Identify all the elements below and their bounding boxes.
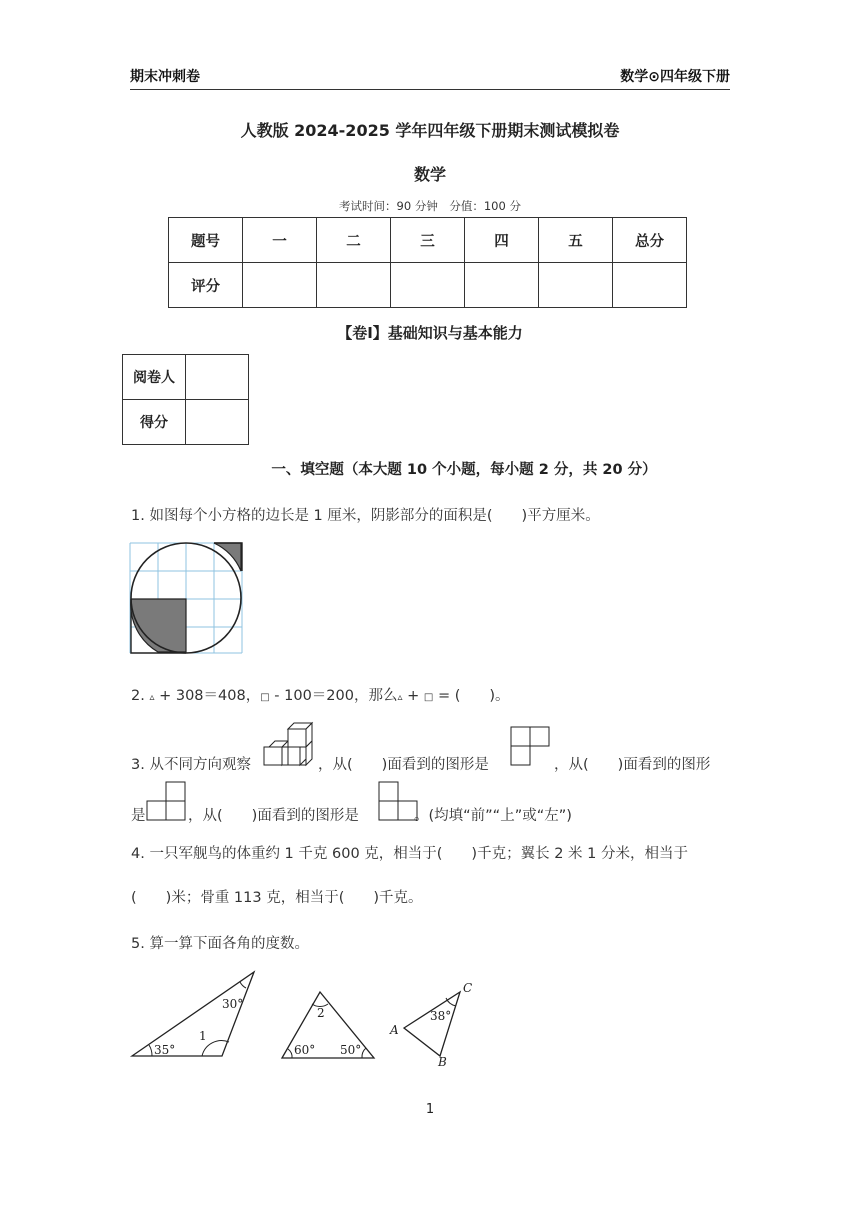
reader-cell[interactable] <box>186 355 249 400</box>
t2-unknown-label: 2 <box>317 1006 325 1020</box>
score-header-cell: 四 <box>465 218 539 263</box>
square-symbol: □ <box>423 692 434 703</box>
t1-unknown-label: 1 <box>199 1029 207 1043</box>
score-header-cell: 题号 <box>169 218 243 263</box>
q2-answer-blank: = ( )。 <box>433 688 510 704</box>
subject-title: 数学 <box>413 165 446 184</box>
question-2 <box>131 684 510 705</box>
score-row-label: 评分 <box>169 263 243 308</box>
question-3-part-e: ，从( )面看到的图形是 <box>188 808 359 824</box>
header-right: 数学⊙四年级下册 <box>620 69 730 85</box>
question-3-part-f: 。(均填“前”“上”或“左”) <box>414 808 572 824</box>
q2-equation-1: + 308＝408， <box>154 688 261 704</box>
section-title: 【卷Ⅰ】基础知识与基本能力 <box>337 324 523 342</box>
question-5: 5. 算一算下面各角的度数。 <box>131 936 309 952</box>
score-label: 得分 <box>123 400 186 445</box>
grader-row <box>123 355 249 400</box>
triangle-figure-1 <box>130 968 260 1060</box>
grader-row <box>123 400 249 445</box>
q2-equation-2: - 100＝200，那么 <box>269 688 398 704</box>
score-header-cell: 三 <box>391 218 465 263</box>
exam-info: 考试时间：90 分钟 分值：100 分 <box>339 199 521 213</box>
q2-plus: + <box>402 688 424 704</box>
grader-score-cell[interactable] <box>186 400 249 445</box>
score-header-cell: 五 <box>539 218 613 263</box>
score-cell[interactable] <box>317 263 391 308</box>
triangle-figure-3 <box>388 980 478 1070</box>
score-cell[interactable] <box>539 263 613 308</box>
t1-angle-a-label: 35° <box>154 1043 176 1057</box>
triangle-figure-2 <box>280 990 380 1062</box>
t3-angle-label: 38° <box>430 1009 452 1023</box>
page-number: 1 <box>425 1102 435 1117</box>
part-title: 一、填空题（本大题 10 个小题，每小题 2 分，共 20 分） <box>271 462 657 478</box>
t3-vertex-b: B <box>438 1055 447 1069</box>
score-table-header-row <box>169 218 687 263</box>
score-table-score-row <box>169 263 687 308</box>
header-left: 期末冲刺卷 <box>130 69 200 85</box>
question-3-part-d: 是 <box>131 808 146 824</box>
t3-vertex-c: C <box>463 981 473 995</box>
page-title: 人教版 2024-2025 学年四年级下册期末测试模拟卷 <box>240 121 620 140</box>
reader-label: 阅卷人 <box>123 355 186 400</box>
q2-number: 2. <box>131 688 150 704</box>
question-3-prefix: 3. 从不同方向观察 <box>131 757 251 773</box>
score-table <box>168 217 687 308</box>
score-cell[interactable] <box>465 263 539 308</box>
view-shape-2 <box>146 781 188 823</box>
grader-table <box>122 354 249 445</box>
triangle-symbol: ▵ <box>397 692 403 703</box>
question-3-part-c: ，从( )面看到的图形 <box>554 757 711 773</box>
score-cell[interactable] <box>391 263 465 308</box>
question-1: 1. 如图每个小方格的边长是 1 厘米，阴影部分的面积是( )平方厘米。 <box>131 508 600 524</box>
view-shape-1 <box>510 726 552 768</box>
score-header-cell: 二 <box>317 218 391 263</box>
grid-circle-figure <box>130 543 244 655</box>
cube-stack-figure <box>263 721 317 767</box>
t3-vertex-a: A <box>390 1023 399 1037</box>
score-header-cell: 一 <box>243 218 317 263</box>
score-cell[interactable] <box>243 263 317 308</box>
t2-angle-b-label: 50° <box>340 1043 362 1057</box>
t1-angle-b-label: 30° <box>222 997 244 1011</box>
question-3-part-b: ，从( )面看到的图形是 <box>318 757 489 773</box>
question-4-line-2: ( )米；骨重 113 克，相当于( )千克。 <box>131 890 423 906</box>
triangle-symbol: ▵ <box>149 692 155 703</box>
question-4-line-1: 4. 一只军舰鸟的体重约 1 千克 600 克，相当于( )千克；翼长 2 米 1 分米，相当于 <box>131 846 688 862</box>
t2-angle-a-label: 60° <box>294 1043 316 1057</box>
score-cell[interactable] <box>613 263 687 308</box>
header-divider <box>130 89 730 90</box>
square-symbol: □ <box>260 692 270 703</box>
score-header-cell: 总分 <box>613 218 687 263</box>
